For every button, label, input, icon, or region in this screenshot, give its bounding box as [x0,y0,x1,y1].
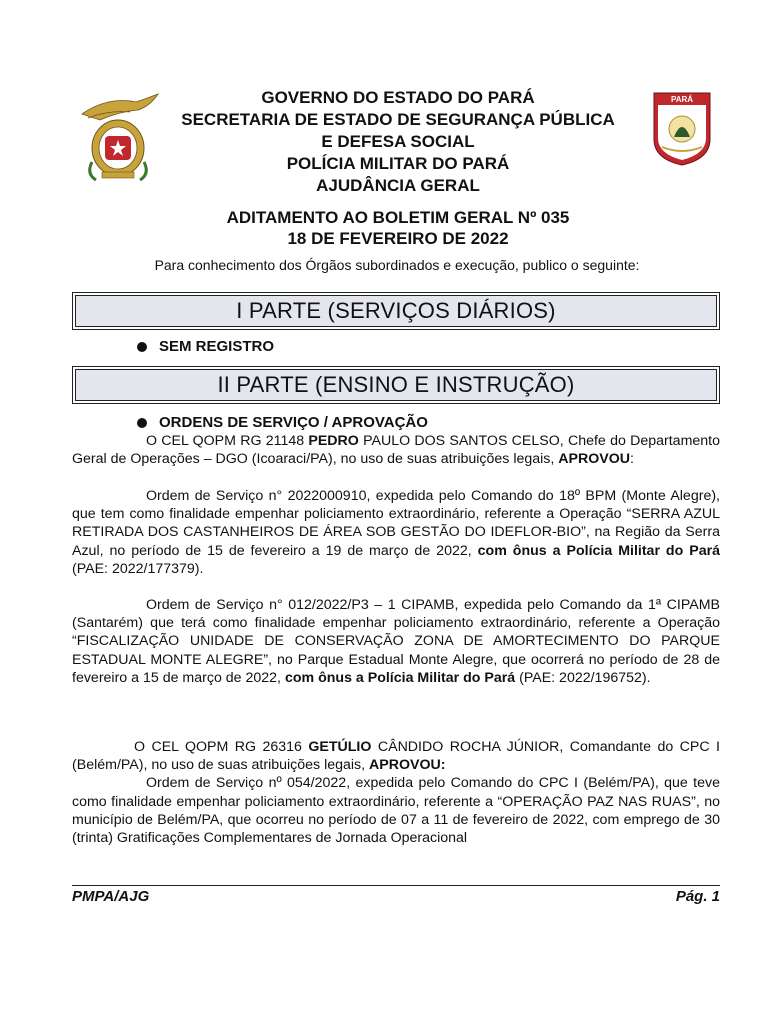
header-line-social-defense: E DEFESA SOCIAL [321,132,475,151]
part1-title: I PARTE (SERVIÇOS DIÁRIOS) [75,295,717,327]
text-segment: Ordem de Serviço n° 2022000910, expedida pelo Comando do 18º BPM (Monte Alegre), que tem como finalidade empenhar policiamento extraordinário, referente a Operação “SERRA AZUL RETIRADA DOS CASTANHEIROS DE ÁREA SOB GESTÃO DO IDEFLOR-BIO”, na Região da Serra Azul, no período de 15 de fevereiro a 19 de março de 2022, [72,488,720,559]
military-police-badge-icon [652,91,712,166]
part1-bullet-item [137,338,274,355]
part2-bullet-text: ORDENS DE SERVIÇO / APROVAÇÃO [159,414,428,431]
part2-bullet-item [137,414,428,431]
part2-title: II PARTE (ENSINO E INSTRUÇÃO) [75,369,717,401]
approved-keyword: APROVOU [558,451,631,468]
header-line-secretariat: SECRETARIA DE ESTADO DE SEGURANÇA PÚBLICA [181,110,615,129]
text-segment: (PAE: 2022/196752). [515,669,651,686]
part1-heading-box [72,292,720,330]
bullet-icon [137,418,147,428]
paragraph-service-order-cpc: Ordem de Serviço nº 054/2022, expedida pelo Comando do CPC I (Belém/PA), que teve como finalidade empenhar policiamento extraordinário, referente a “OPERAÇÃO PAZ NAS RUAS”, no município de Belém/PA, que ocorreu no período de 07 a 11 de fevereiro de 2022, com emprego de 30 (trinta) Gratificações Complementares de Jornada Operacional [72,775,720,847]
bulletin-title: ADITAMENTO AO BOLETIM GERAL Nº 035 [226,208,570,227]
approved-keyword: APROVOU: [369,757,446,774]
text-segment: O CEL QOPM RG 21148 [146,433,309,449]
paragraph-approval-cpc [72,738,720,847]
cost-note: com ônus a Polícia Militar do Pará [284,669,516,686]
text-segment: PAULO DOS SANTOS CELSO, Chefe do Departamento Geral de Operações – DGO (Icoaraci/PA), no uso de suas atribuições legais, [72,433,720,468]
header-line-military-police: POLÍCIA MILITAR DO PARÁ [286,154,510,173]
footer-divider [72,885,720,886]
bullet-icon [137,342,147,352]
page-number: Pág. 1 [675,888,720,905]
bulletin-date: 18 DE FEVEREIRO DE 2022 [287,229,509,248]
header-line-government: GOVERNO DO ESTADO DO PARÁ [261,88,535,107]
cost-note: com ônus a Polícia Militar do Pará [477,542,720,559]
text-segment: CÂNDIDO ROCHA JÚNIOR, Comandante do CPC I (Belém/PA), no uso de suas atribuições legais, [72,739,720,774]
paragraph-approval-dgo [72,432,720,468]
text-segment: O CEL QOPM RG 26316 [134,739,309,755]
footer-left-label: PMPA/AJG [72,888,150,905]
text-segment: : [630,451,634,468]
text-segment: Ordem de Serviço n° 012/2022/P3 – 1 CIPAMB, expedida pelo Comando da 1ª CIPAMB (Santarém) que terá como finalidade empenhar policiamento extraordinário, referente a Operação “FISCALIZAÇÃO UNIDADE DE CONSERVAÇÃO ZONA DE AMORTECIMENTO DO PARQUE ESTADUAL MONTE ALEGRE”, no Parque Estadual Monte Alegre, que ocorrerá no período de 28 de fevereiro a 15 de março de 2022, [72,597,720,686]
officer-name: PEDRO [308,433,359,449]
text-segment: (PAE: 2022/177379). [72,560,204,577]
header-line-adjutancy: AJUDÂNCIA GERAL [316,176,480,195]
part2-heading-box [72,366,720,404]
page-footer [72,888,720,905]
paragraph-service-order-18bpm [72,487,720,578]
bulletin-intro: Para conhecimento dos Órgãos subordinados e execução, publico o seguinte: [154,257,640,273]
badge-label: PARÁ [670,95,694,104]
bulletin-title-block [120,207,676,249]
officer-name: GETÚLIO [308,739,372,755]
part1-bullet-text: SEM REGISTRO [159,338,275,355]
document-header [150,87,646,197]
paragraph-service-order-cipamb [72,596,720,687]
